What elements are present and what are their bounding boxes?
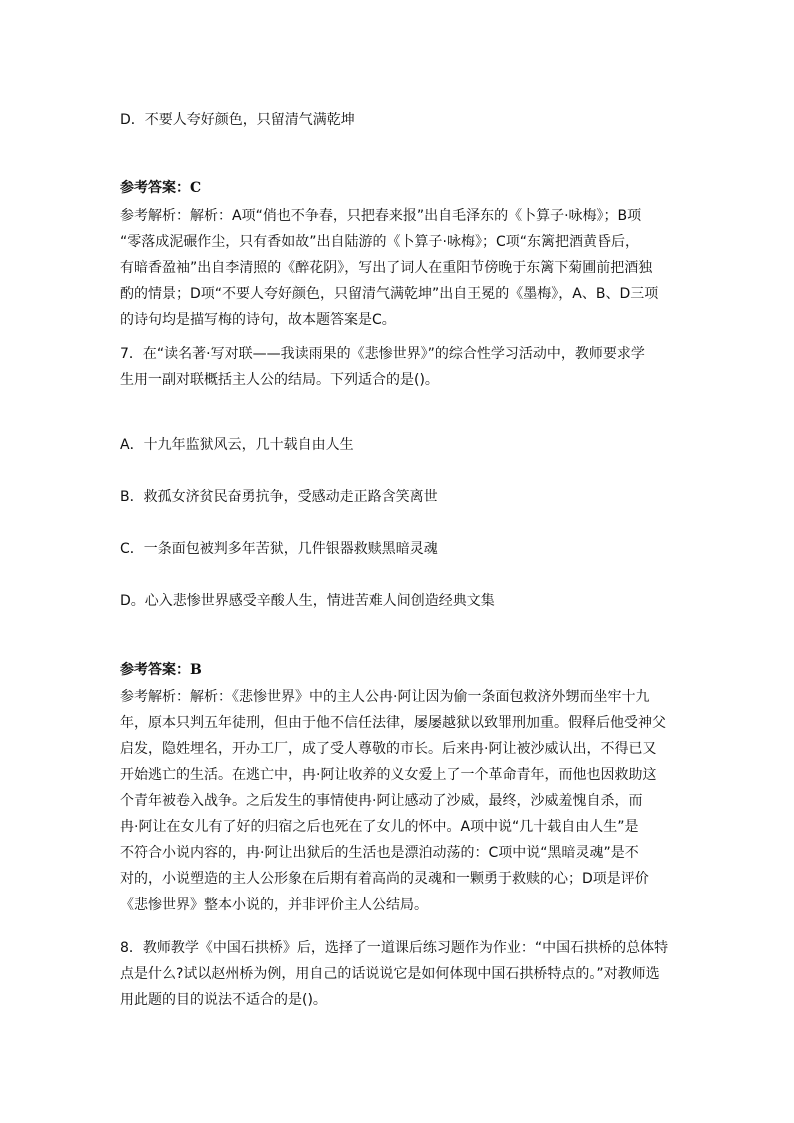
- q7-option-c: C．一条面包被判多年苦狱，几件银器救赎黑暗灵魂: [120, 541, 438, 557]
- q7-option-d: D。心入悲惨世界感受辛酸人生，情进苦难人间创造经典文集: [120, 593, 495, 609]
- q7-analysis-line: 个青年被卷入战争。之后发生的事情使冉·阿让感动了沙威，最终，沙威羞愧自杀，而: [120, 793, 643, 809]
- q8-stem: [120, 935, 680, 1013]
- q7-analysis-line: 年，原本只判五年徒刑，但由于他不信任法律，屡屡越狱以致罪刑加重。假释后他受神父: [120, 715, 666, 731]
- q6-option-d: D．不要人夸好颜色，只留清气满乾坤: [120, 112, 355, 128]
- q7-analysis-line: 冉·阿让在女儿有了好的归宿之后也死在了女儿的怀中。A项中说“几十载自由人生”是: [120, 819, 639, 835]
- q7-stem-line: 7．在“读名著·写对联——我读雨果的《悲惨世界》”的综合性学习活动中，教师要求学: [120, 346, 645, 362]
- q6-analysis-line: 的诗句均是描写梅的诗句，故本题答案是C。: [120, 312, 396, 328]
- q7-analysis: [120, 684, 680, 918]
- q6-analysis-line: 参考解析：解析：A项“俏也不争春，只把春来报”出自毛泽东的《卜算子·咏梅》；B项: [120, 208, 642, 224]
- q7-stem-line: 生用一副对联概括主人公的结局。下列适合的是()。: [120, 372, 439, 388]
- q7-analysis-line: 《悲惨世界》整本小说的，并非评价主人公结局。: [120, 897, 428, 913]
- q8-stem-line: 用此题的目的说法不适合的是()。: [120, 992, 327, 1008]
- q7-analysis-line: 不符合小说内容的，冉·阿让出狱后的生活也是漂泊动荡的：C项中说“黑暗灵魂”是不: [120, 845, 639, 861]
- q7-analysis-line: 开始逃亡的生活。在逃亡中，冉·阿让收养的义女爱上了一个革命青年，而他也因救助这: [120, 767, 657, 783]
- q6-analysis-line: “零落成泥碾作尘，只有香如故”出自陆游的《卜算子·咏梅》；C项“东篱把酒黄昏后，: [120, 234, 639, 250]
- q7-option-a: A．十九年监狱风云，几十载自由人生: [120, 437, 354, 453]
- q6-answer: 参考答案：C: [120, 180, 202, 196]
- q8-stem-line: 点是什么?试以赵州桥为例，用自己的话说说它是如何体现中国石拱桥特点的。”对教师选: [120, 966, 660, 982]
- q7-answer: 参考答案：B: [120, 662, 202, 678]
- q7-option-b: B．救孤女济贫民奋勇抗争，受感动走正路含笑离世: [120, 489, 438, 505]
- q8-stem-line: 8．教师教学《中国石拱桥》后，选择了一道课后练习题作为作业：“中国石拱桥的总体特: [120, 940, 669, 956]
- q7-stem: [120, 341, 680, 393]
- q6-analysis-line: 有暗香盈袖”出自李清照的《醉花阴》，写出了词人在重阳节傍晚于东篱下菊圃前把酒独: [120, 260, 653, 276]
- q7-analysis-line: 参考解析：解析：《悲惨世界》中的主人公冉·阿让因为偷一条面包救济外甥而坐牢十九: [120, 689, 650, 705]
- q6-analysis: [120, 203, 680, 333]
- q6-analysis-line: 酌的情景；D项“不要人夸好颜色，只留清气满乾坤”出自王冕的《墨梅》，A、B、D三项: [120, 286, 659, 302]
- q7-analysis-line: 启发，隐姓埋名，开办工厂，成了受人尊敬的市长。后来冉·阿让被沙威认出，不得已又: [120, 741, 657, 757]
- q7-analysis-line: 对的，小说塑造的主人公形象在后期有着高尚的灵魂和一颗勇于救赎的心；D项是评价: [120, 871, 649, 887]
